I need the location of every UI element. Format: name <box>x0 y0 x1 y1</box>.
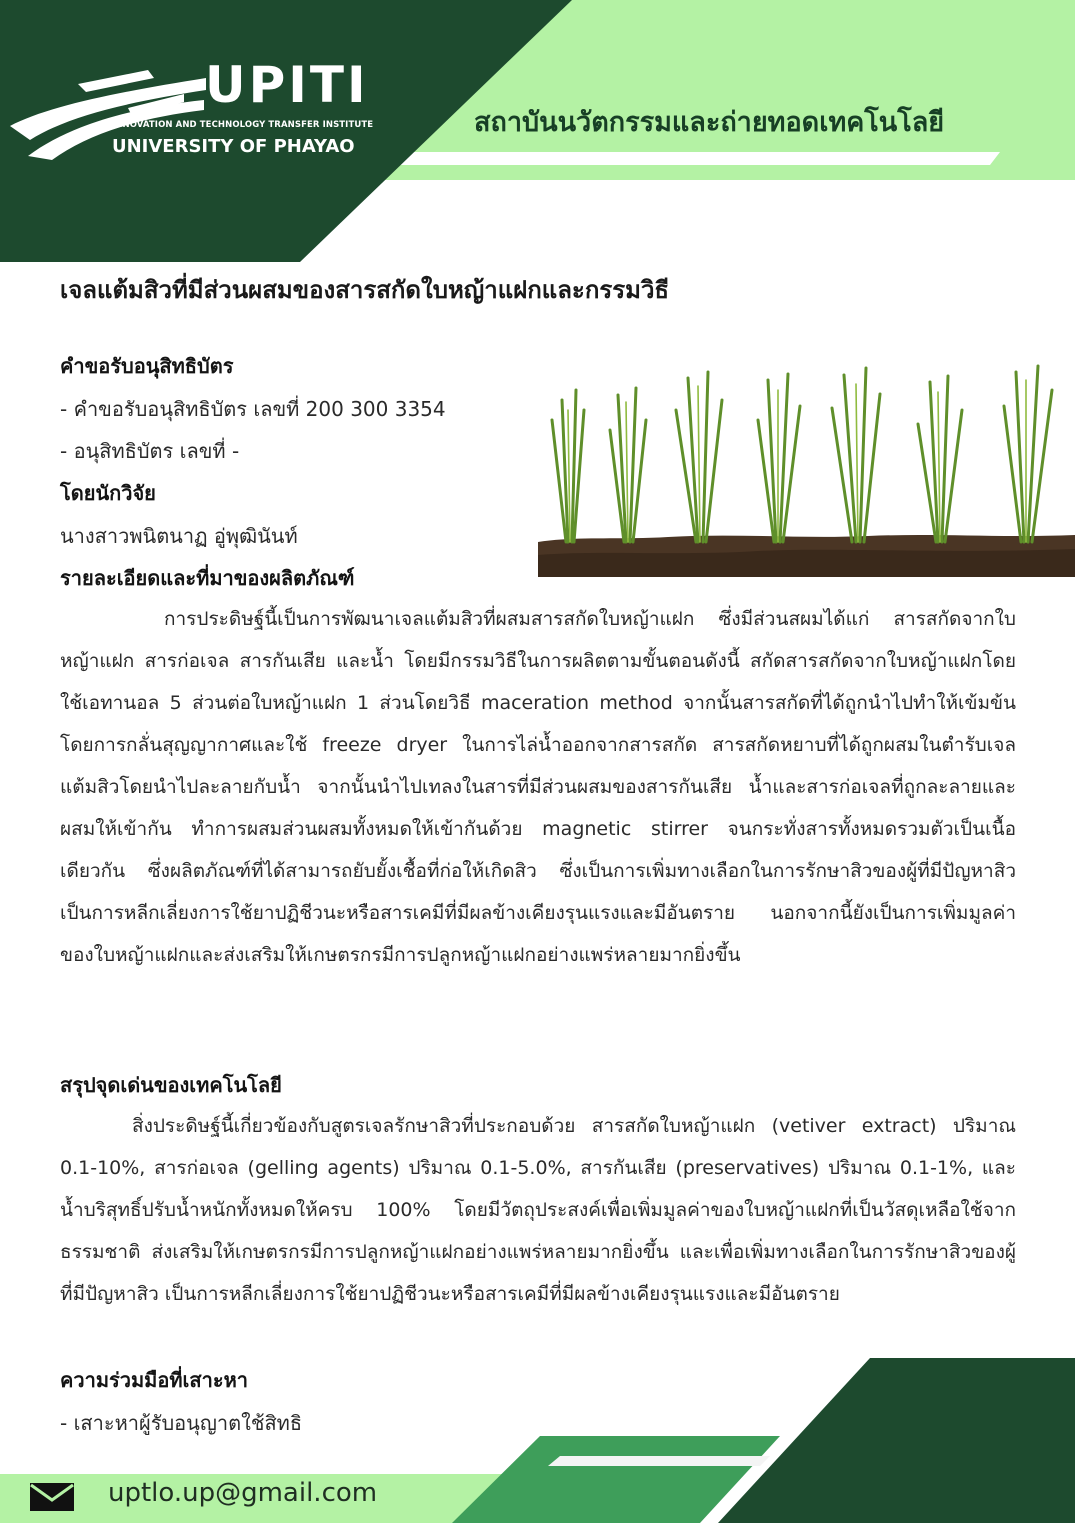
logo-wordmark: UPITI <box>205 56 369 114</box>
detail-paragraph: การประดิษฐ์นี้เป็นการพัฒนาเจลแต้มสิวที่ผสมสารสกัดใบหญ้าแฝก ซึ่งมีส่วนสผมได้แก่ สารสกัดจากใบหญ้าแฝก สารก่อเจล สารกันเสีย และน้ำ โดยมีกรรมวิธีในการผลิตตามขั้นตอนดังนี้ สกัดสารสกัดจากใบหญ้าแฝกโดยใช้เอทานอล 5 ส่วนต่อใบหญ้าแฝก 1 ส่วนโดยวิธี maceration method จากนั้นสารสกัดที่ได้ถูกนำไปทำให้เข้มข้นโดยการกลั่นสุญญากาศและใช้ freeze dryer ในการไล่น้ำออกจากสารสกัด สารสกัดหยาบที่ได้ถูกผสมในตำรับเจลแต้มสิวโดยนำไปละลายกับน้ำ จากนั้นนำไปเทลงในสารที่มีส่วนผสมของสารกันเสีย น้ำและสารก่อเจลที่ถูกละลายและผสมให้เข้ากัน ทำการผสมส่วนผสมทั้งหมดให้เข้ากันด้วย magnetic stirrer จนกระทั่งสารทั้งหมดรวมตัวเป็นเนื้อเดียวกัน ซึ่งผลิตภัณฑ์ที่ได้สามารถยับยั้งเชื้อที่ก่อให้เกิดสิว ซึ่งเป็นการเพิ่มทางเลือกในการรักษาสิวของผู้ที่มีปัญหาสิว เป็นการหลีกเลี่ยงการใช้ยาปฏิชีวนะหรือสารเคมีที่มีผลข้างเคียงรุนแรงและมีอันตราย นอกจากนี้ยังเป็นการเพิ่มมูลค่าของใบหญ้าแฝกและส่งเสริมให้เกษตรกรมีการปลูกหญ้าแฝกอย่างแพร่หลายมากยิ่งขึ้น <box>60 608 1016 966</box>
institute-name: สถาบันนวัตกรรมและถ่ายทอดเทคโนโลยี <box>474 107 945 138</box>
patent-number: - อนุสิทธิบัตร เลขที่ - <box>60 439 240 463</box>
footer-white-stripe <box>548 1456 770 1466</box>
collaboration-line: - เสาะหาผู้รับอนุญาตใช้สิทธิ <box>60 1411 303 1435</box>
header-white-lower <box>300 180 1075 262</box>
document-title: เจลแต้มสิวที่มีส่วนผสมของสารสกัดใบหญ้าแฝกและกรรมวิธี <box>60 276 670 304</box>
contact-email[interactable]: uptlo.up@gmail.com <box>108 1478 378 1508</box>
patent-heading: คำขอรับอนุสิทธิบัตร <box>60 354 234 378</box>
collaboration-heading: ความร่วมมือที่เสาะหา <box>60 1368 248 1392</box>
detail-heading: รายละเอียดและที่มาของผลิตภัณฑ์ <box>60 566 355 590</box>
upiti-logo <box>0 40 400 180</box>
researcher-heading: โดยนักวิจัย <box>60 481 156 505</box>
header-white-stripe <box>400 152 1000 165</box>
researcher-name: นางสาวพนิตนาฏ อู่พุฒินันท์ <box>60 524 298 548</box>
highlight-paragraph: สิ่งประดิษฐ์นี้เกี่ยวข้องกับสูตรเจลรักษาสิวที่ประกอบด้วย สารสกัดใบหญ้าแฝก (vetiver extract) ปริมาณ 0.1-10%, สารก่อเจล (gelling agents) ปริมาณ 0.1-5.0%, สารกันเสีย (preservatives) ปริมาณ 0.1-1%, และ น้ำบริสุทธิ์ปรับน้ำหนักทั้งหมดให้ครบ 100% โดยมีวัตถุประสงค์เพื่อเพิ่มมูลค่าของใบหญ้าแฝกที่เป็นวัสดุเหลือใช้จากธรรมชาติ ส่งเสริมให้เกษตรกรมีการปลูกหญ้าแฝกอย่างแพร่หลายมากยิ่งขึ้น และเพื่อเพิ่มทางเลือกในการรักษาสิวของผู้ที่มีปัญหาสิว เป็นการหลีกเลี่ยงการใช้ยาปฏิชีวนะหรือสารเคมีที่มีผลข้างเคียงรุนแรงและมีอันตราย <box>60 1115 1016 1305</box>
highlight-heading: สรุปจุดเด่นของเทคโนโลยี <box>60 1073 282 1097</box>
envelope-icon <box>28 1480 76 1514</box>
logo-subtitle: INNOVATION AND TECHNOLOGY TRANSFER INSTITUTE <box>112 120 374 130</box>
vetiver-grass-photo <box>538 350 1075 577</box>
patent-request-number: - คำขอรับอนุสิทธิบัตร เลขที่ 200 300 3354 <box>60 397 446 421</box>
logo-university: UNIVERSITY OF PHAYAO <box>112 136 355 157</box>
